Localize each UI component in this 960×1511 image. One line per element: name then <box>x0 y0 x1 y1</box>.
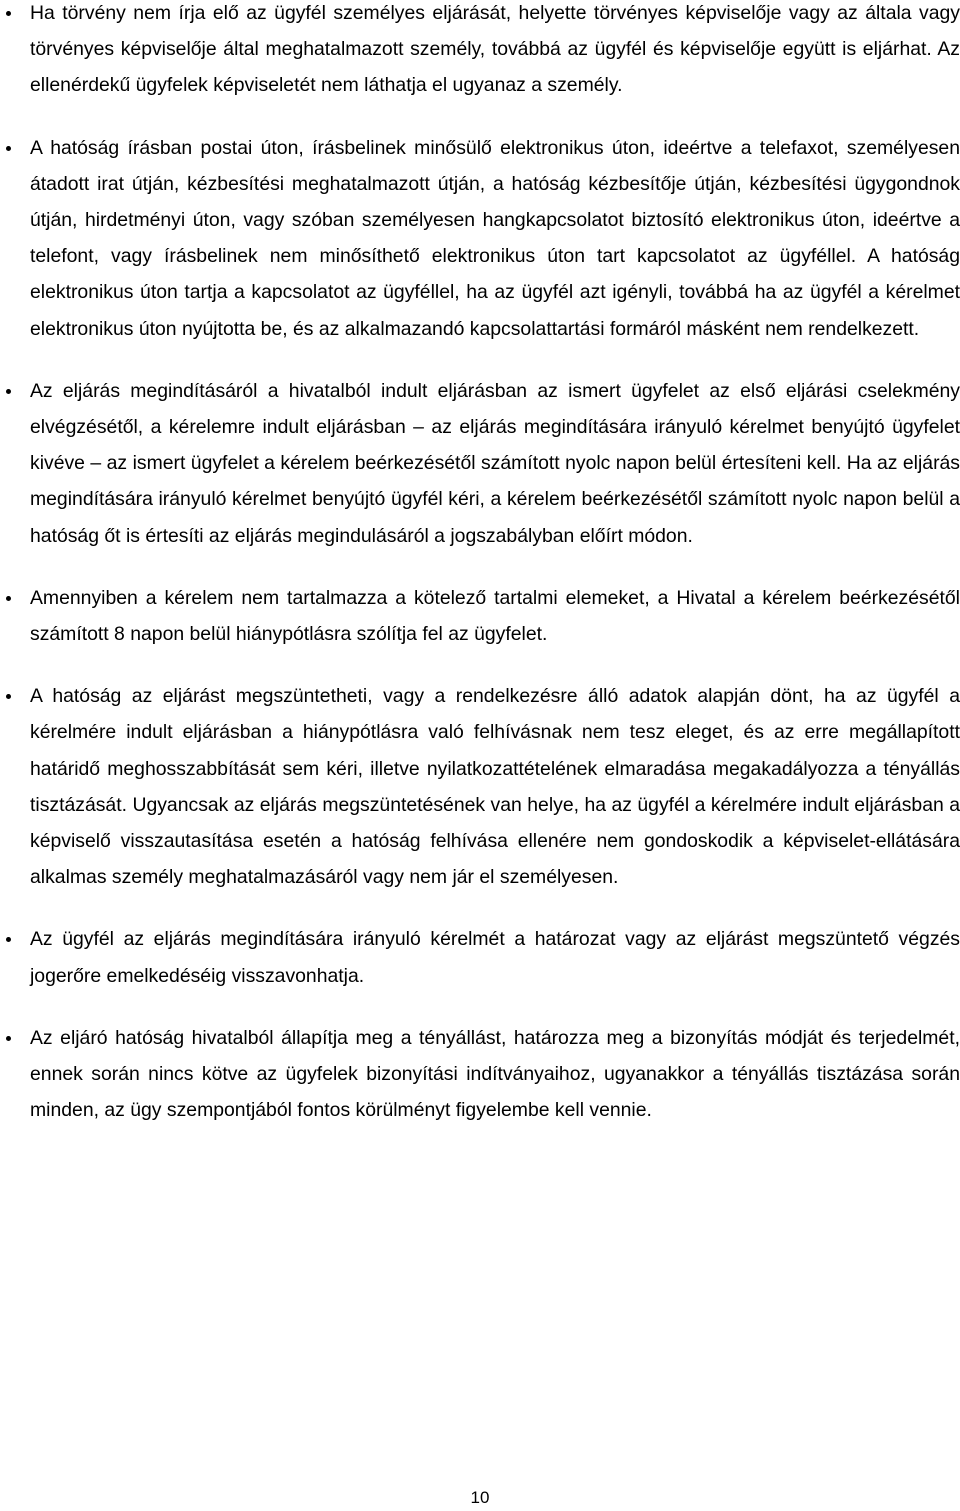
paragraph-text: A hatóság az eljárást megszüntetheti, vagy a rendelkezésre álló adatok alapján dönt, ha az ügyfél a kérelmére indult eljárásban a hiánypótlásra való felhívásnak nem tesz eleget, és az erre megállapított határidő meghosszabbítását sem kéri, illetve nyilatkozattételének elmaradása megakadályozza a tényállás tisztázását. Ugyancsak az eljárás megszüntetésének van helye, ha az ügyfél a kérelmére indult eljárásban a képviselő visszautasítása esetén a hatóság felhívása ellenére nem gondoskodik a képviselet-ellátására alkalmas személy meghatalmazásáról vagy nem jár el személyesen. <box>30 685 960 889</box>
bullet-icon <box>6 11 11 16</box>
paragraph-text: Az eljáró hatóság hivatalból állapítja meg a tényállást, határozza meg a bizonyítás módját és terjedelmét, ennek során nincs kötve az ügyfelek bizonyítási indítványaihoz, ugyanakkor a tényállás tisztázása során minden, az ügy szempontjából fontos körülményt figyelembe kell vennie. <box>30 1026 960 1122</box>
bullet-icon <box>6 146 11 151</box>
paragraph-text: Amennyiben a kérelem nem tartalmazza a kötelező tartalmi elemeket, a Hivatal a kérelem beérkezésétől számított 8 napon belül hiánypótlásra szólítja fel az ügyfelet. <box>30 586 960 646</box>
bullet-icon <box>6 596 11 601</box>
list-item <box>0 130 960 347</box>
list-item <box>0 373 960 554</box>
list-item <box>0 580 960 652</box>
list-item <box>0 0 960 104</box>
page-number: 10 <box>470 1488 490 1507</box>
list-item <box>0 678 960 895</box>
list-item <box>0 921 960 993</box>
paragraph-text: Az ügyfél az eljárás megindítására irányuló kérelmét a határozat vagy az eljárást megszüntető végzés jogerőre emelkedéséig visszavonhatja. <box>30 928 960 987</box>
paragraph-text: A hatóság írásban postai úton, írásbelinek minősülő elektronikus úton, ideértve a telefaxot, személyesen átadott irat útján, kézbesítési meghatalmazott útján, a hatóság kézbesítője útján, kézbesítési ügygondnok útján, hirdetményi úton, vagy szóban személyesen hangkapcsolatot biztosító elektronikus úton, ideértve a telefont, vagy írásbelinek nem minősíthető elektronikus úton tart kapcsolatot az ügyféllel. A hatóság elektronikus úton tartja a kapcsolatot az ügyféllel, ha az ügyfél azt igényli, továbbá ha az ügyfél a kérelmet elektronikus úton nyújtotta be, és az alkalmazandó kapcsolattartási formáról másként nem rendelkezett. <box>30 136 960 340</box>
bullet-icon <box>6 389 11 394</box>
list-item <box>0 1020 960 1129</box>
bullet-icon <box>6 1036 11 1041</box>
paragraph-text: Az eljárás megindításáról a hivatalból indult eljárásban az ismert ügyfelet az első eljárási cselekmény elvégzésétől, a kérelemre indult eljárásban – az eljárás megindítására irányuló kérelmet benyújtó ügyfelet kivéve – az ismert ügyfelet a kérelem beérkezésétől számított nyolc napon belül értesíteni kell. Ha az eljárás megindítására irányuló kérelmet benyújtó ügyfél kéri, a kérelem beérkezésétől számított nyolc napon belül a hatóság őt is értesíti az eljárás megindulásáról a jogszabályban előírt módon. <box>30 379 960 547</box>
bullet-icon <box>6 937 11 942</box>
paragraph-text: Ha törvény nem írja elő az ügyfél személyes eljárását, helyette törvényes képviselője vagy az általa vagy törvényes képviselője által meghatalmazott személy, továbbá az ügyfél és képviselője együtt is eljárhat. Az ellenérdekű ügyfelek képviseletét nem láthatja el ugyanaz a személy. <box>30 2 960 97</box>
bullet-icon <box>6 694 11 699</box>
